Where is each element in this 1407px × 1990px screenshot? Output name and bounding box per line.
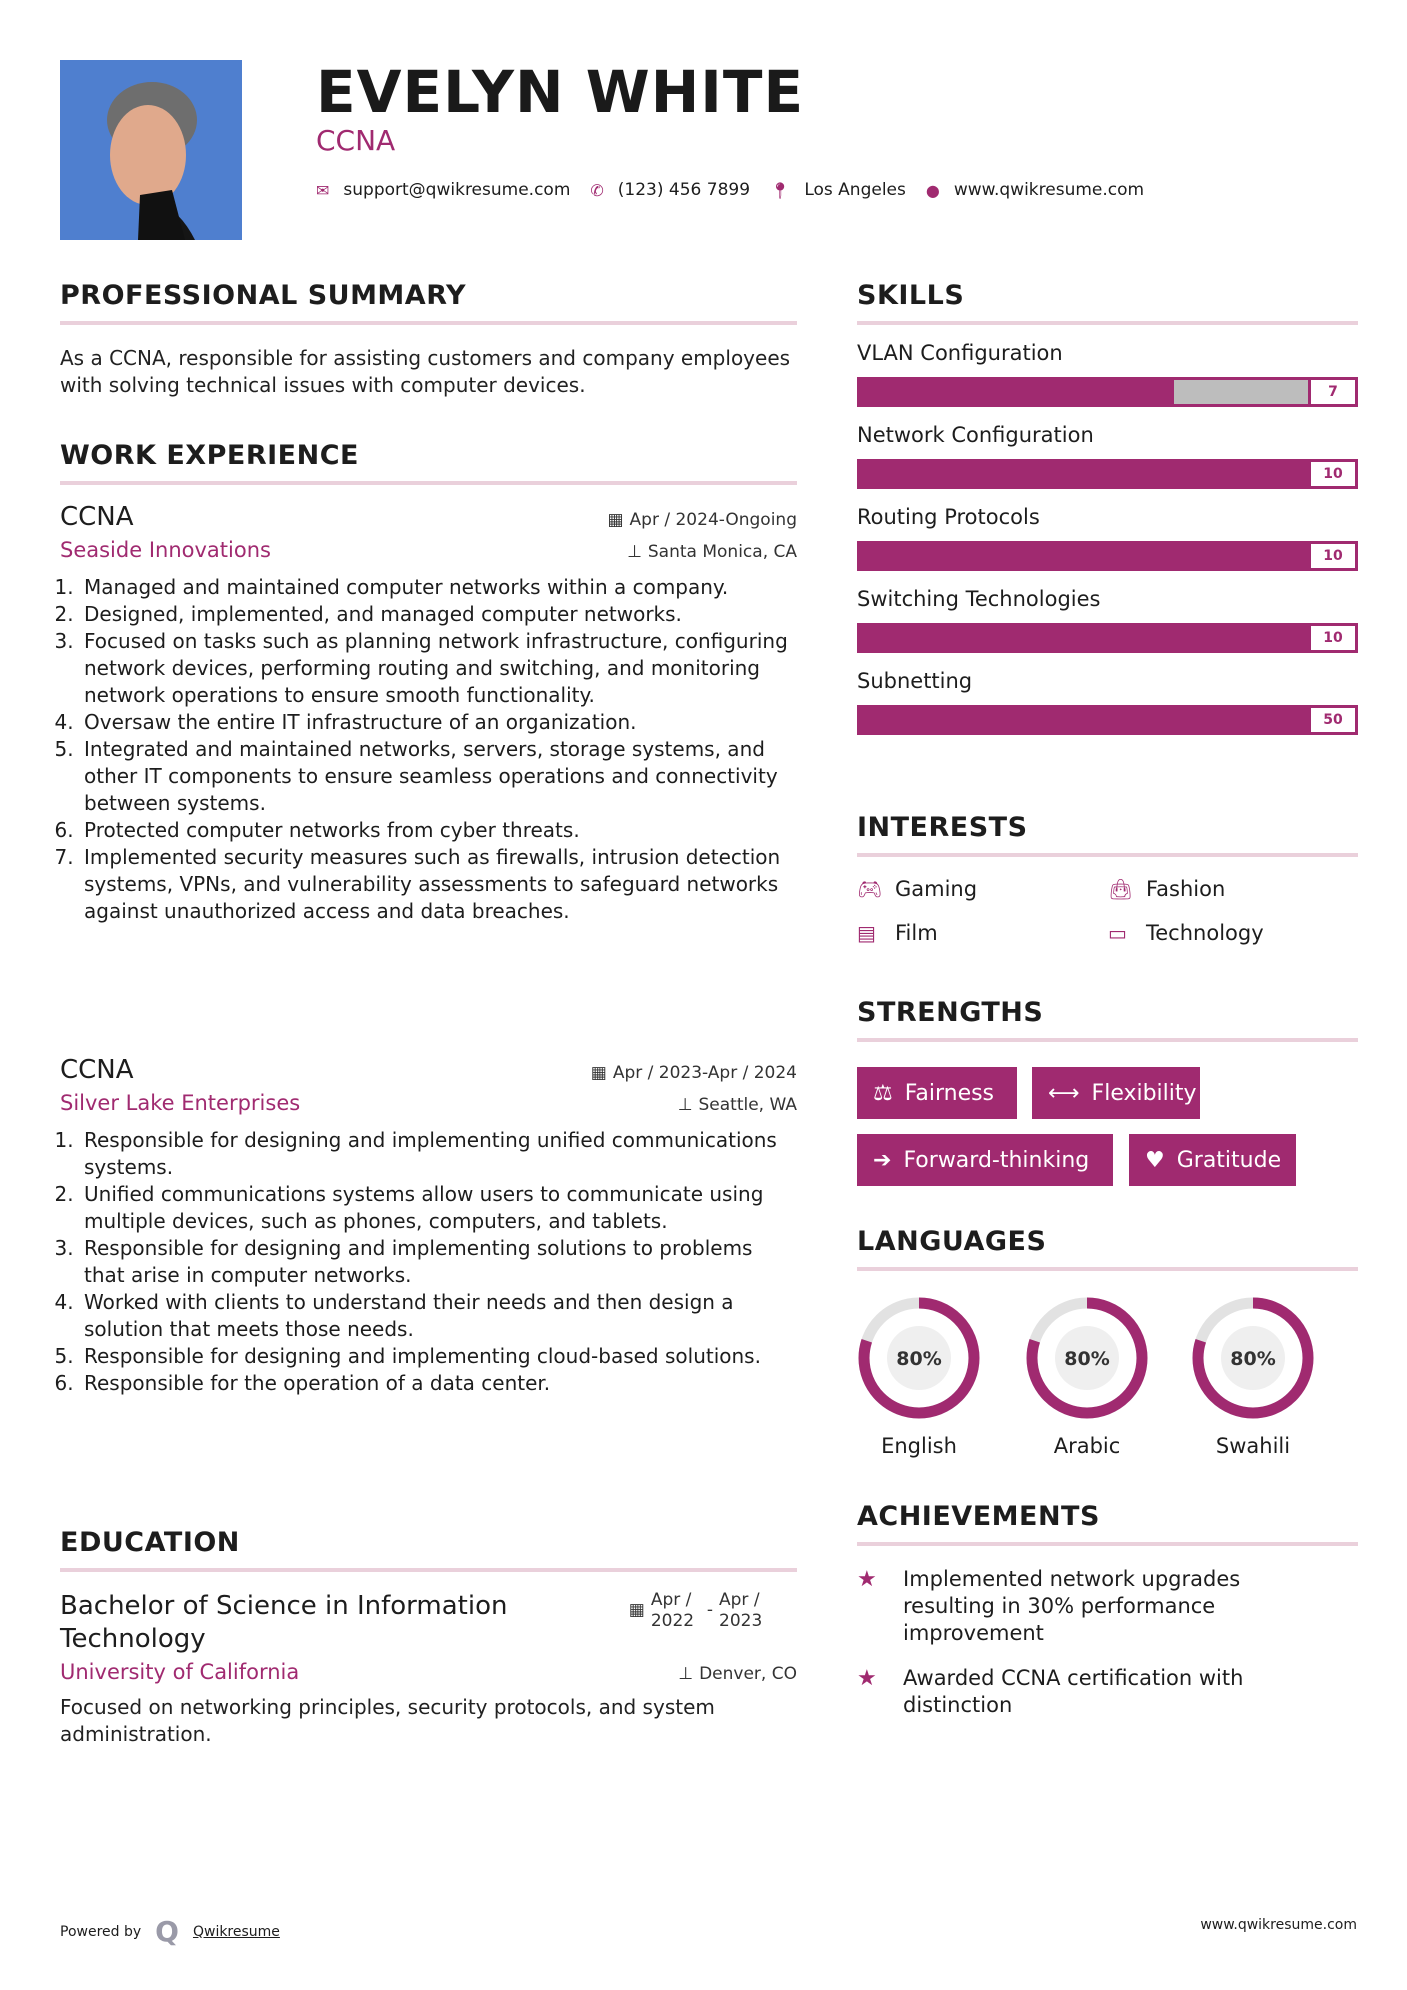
strength-label: Gratitude — [1176, 1147, 1282, 1173]
job-date: Apr / 2023-Apr / 2024 — [612, 1063, 797, 1083]
section-heading: EDUCATION — [60, 1527, 240, 1558]
skill-value: 7 — [1308, 377, 1358, 407]
footer-powered-by — [60, 1915, 280, 1948]
section-divider — [857, 853, 1358, 857]
skill-value: 10 — [1308, 459, 1358, 489]
language-percent: 80% — [1064, 1348, 1110, 1370]
skill-item — [857, 587, 1358, 653]
interest-gaming — [857, 877, 1108, 901]
gamepad-icon: 🎮︎ — [857, 877, 883, 901]
interest-film — [857, 921, 1108, 945]
star-icon: ★ — [857, 1666, 877, 1691]
skill-value: 10 — [1308, 541, 1358, 571]
achievement-text: Awarded CCNA certification with distinction — [903, 1666, 1244, 1717]
language-name: Arabic — [1053, 1434, 1121, 1458]
section-divider — [857, 1267, 1358, 1271]
language-name: English — [881, 1434, 957, 1458]
interest-fashion — [1108, 877, 1358, 901]
section-divider — [857, 321, 1358, 325]
portrait-image — [60, 60, 242, 240]
interests-section — [857, 812, 1358, 945]
skills-section — [857, 280, 1358, 751]
company-name: Seaside Innovations — [60, 538, 271, 562]
interest-label: Gaming — [895, 877, 978, 901]
calendar-icon: ▦ — [607, 510, 624, 530]
list-item: 4. Oversaw the entire IT infrastructure of an organization. — [80, 709, 797, 736]
strength-label: Forward-thinking — [903, 1147, 1090, 1173]
skill-bar-fill — [860, 544, 1308, 568]
language-donut — [1025, 1296, 1149, 1420]
education-end-date: Apr / 2023 — [719, 1590, 763, 1631]
list-item: 1. Managed and maintained computer networks within a company. — [80, 574, 797, 601]
list-item: 7. Implemented security measures such as firewalls, intrusion detection systems, VPNs, and vulnerability assessments to safeguard networks against unauthorized access and data breaches. — [80, 844, 797, 925]
achievement-item — [857, 1665, 1297, 1719]
list-item: 2. Designed, implemented, and managed computer networks. — [80, 601, 797, 628]
contact-website[interactable]: www.qwikresume.com — [953, 180, 1145, 200]
interest-label: Fashion — [1146, 877, 1226, 901]
company-name: Silver Lake Enterprises — [60, 1091, 301, 1115]
job-entry-title: CCNA — [60, 502, 134, 532]
skill-value: 10 — [1308, 623, 1358, 653]
skill-bar — [857, 541, 1358, 571]
envelope-icon: ✉ — [316, 180, 330, 200]
achievement-item — [857, 1566, 1297, 1647]
phone-icon: ✆ — [590, 180, 604, 200]
school-name: University of California — [60, 1660, 300, 1684]
skill-item — [857, 669, 1358, 735]
arrows-h-icon: ⟷ — [1048, 1080, 1080, 1106]
section-divider — [60, 321, 797, 325]
list-item: 6. Protected computer networks from cyber threats. — [80, 817, 797, 844]
shopping-bag-icon: 👜︎ — [1108, 877, 1134, 901]
skill-bar-fill — [860, 708, 1308, 732]
list-item: 6. Responsible for the operation of a data center. — [80, 1370, 797, 1397]
heart-icon: ♥ — [1145, 1147, 1165, 1173]
list-item: 2. Unified communications systems allow users to communicate using multiple devices, such as phones, computers, and tablets. — [80, 1181, 797, 1235]
skill-bar-fill — [860, 626, 1308, 650]
list-item: 3. Responsible for designing and implementing solutions to problems that arise in computer networks. — [80, 1235, 797, 1289]
skill-bar — [857, 377, 1358, 407]
interest-technology — [1108, 921, 1358, 945]
skill-item — [857, 505, 1358, 571]
language-percent: 80% — [896, 1348, 942, 1370]
interest-label: Film — [895, 921, 938, 945]
profile-photo — [60, 60, 242, 240]
list-item: 5. Integrated and maintained networks, servers, storage systems, and other IT components to ensure seamless operations and connectivity between systems. — [80, 736, 797, 817]
skill-bar — [857, 705, 1358, 735]
section-divider — [60, 1568, 797, 1572]
skill-value: 50 — [1308, 705, 1358, 735]
list-item: 1. Responsible for designing and implementing unified communications systems. — [80, 1127, 797, 1181]
footer-website[interactable]: www.qwikresume.com — [1200, 1917, 1357, 1933]
date-separator: - — [706, 1600, 713, 1620]
skill-label: Subnetting — [857, 669, 973, 693]
achievements-section — [857, 1501, 1358, 1719]
list-item: 4. Worked with clients to understand their needs and then design a solution that meets those needs. — [80, 1289, 797, 1343]
summary-text: As a CCNA, responsible for assisting customers and company employees with solving technical issues with computer devices. — [60, 346, 791, 397]
strength-badge — [1032, 1067, 1200, 1119]
strength-badge — [1129, 1134, 1296, 1186]
skill-bar — [857, 459, 1358, 489]
contact-email[interactable]: support@qwikresume.com — [343, 180, 571, 200]
section-heading: PROFESSIONAL SUMMARY — [60, 280, 467, 311]
qwikresume-link[interactable]: Qwikresume — [192, 1923, 280, 1940]
map-marker-icon: 📍︎ — [770, 180, 791, 200]
education-section — [60, 1527, 797, 1748]
job-date: Apr / 2024-Ongoing — [629, 510, 797, 530]
calendar-icon: ▦ — [628, 1600, 645, 1620]
film-icon: ▤ — [857, 921, 876, 945]
skill-bar-fill — [860, 462, 1308, 486]
strength-label: Flexibility — [1091, 1080, 1197, 1106]
skill-label: Network Configuration — [857, 423, 1094, 447]
education-location: Denver, CO — [699, 1664, 797, 1684]
strength-badge — [857, 1134, 1113, 1186]
job-entry-title: CCNA — [60, 1055, 134, 1085]
job-duties-list — [60, 1127, 797, 1397]
language-item — [1191, 1296, 1315, 1458]
language-item — [857, 1296, 981, 1458]
interest-label: Technology — [1146, 921, 1264, 945]
powered-by-label: Powered by — [60, 1923, 142, 1940]
arrow-right-icon: ➔ — [873, 1147, 892, 1173]
laptop-icon: ▭ — [1108, 921, 1127, 945]
degree-title: Bachelor of Science in Information Technology — [60, 1591, 508, 1654]
list-item: 5. Responsible for designing and implementing cloud-based solutions. — [80, 1343, 797, 1370]
language-donut — [857, 1296, 981, 1420]
candidate-name: EVELYN WHITE — [316, 58, 805, 126]
pushpin-icon: ⊥ — [678, 1664, 694, 1684]
language-name: Swahili — [1215, 1434, 1291, 1458]
job-title: CCNA — [316, 124, 396, 157]
job-duties-list — [60, 574, 797, 925]
skill-item — [857, 423, 1358, 489]
language-item — [1025, 1296, 1149, 1458]
summary-section — [60, 280, 797, 399]
section-heading: ACHIEVEMENTS — [857, 1501, 1100, 1532]
contact-location: Los Angeles — [804, 180, 906, 200]
job-location: Santa Monica, CA — [647, 542, 797, 562]
job-location: Seattle, WA — [698, 1095, 797, 1115]
strength-label: Fairness — [904, 1080, 995, 1106]
achievement-text: Implemented network upgrades resulting in 30% performance improvement — [903, 1567, 1241, 1645]
skill-item — [857, 341, 1358, 407]
skill-bar-fill — [860, 380, 1174, 404]
languages-section — [857, 1226, 1358, 1466]
work-experience-section — [60, 440, 797, 485]
skill-label: VLAN Configuration — [857, 341, 1063, 365]
globe-icon: ● — [925, 180, 940, 200]
language-percent: 80% — [1230, 1348, 1276, 1370]
pushpin-icon: ⊥ — [627, 542, 642, 562]
section-heading: LANGUAGES — [857, 1226, 1047, 1257]
job-entry — [60, 1055, 797, 1397]
education-description: Focused on networking principles, security protocols, and system administration. — [60, 1695, 715, 1746]
section-heading: INTERESTS — [857, 812, 1028, 843]
education-start-date: Apr / 2022 — [650, 1590, 695, 1631]
strength-badge — [857, 1067, 1017, 1119]
skill-label: Routing Protocols — [857, 505, 1040, 529]
scale-icon: ⚖ — [873, 1080, 893, 1106]
section-divider — [857, 1542, 1358, 1546]
contact-phone: (123) 456 7899 — [617, 180, 751, 200]
section-divider — [857, 1038, 1358, 1042]
language-donut — [1191, 1296, 1315, 1420]
star-icon: ★ — [857, 1567, 877, 1592]
section-heading: WORK EXPERIENCE — [60, 440, 359, 471]
skill-bar — [857, 623, 1358, 653]
section-heading: SKILLS — [857, 280, 965, 311]
job-entry — [60, 502, 797, 925]
strengths-section — [857, 997, 1358, 1197]
list-item: 3. Focused on tasks such as planning network infrastructure, configuring network devices, performing routing and switching, and monitoring network operations to ensure smooth functionality. — [80, 628, 797, 709]
section-heading: STRENGTHS — [857, 997, 1044, 1028]
qwikresume-logo-icon: Q — [155, 1915, 179, 1948]
contact-bar — [316, 180, 1164, 200]
pushpin-icon: ⊥ — [677, 1095, 693, 1115]
section-divider — [60, 481, 797, 485]
calendar-icon: ▦ — [590, 1063, 607, 1083]
skill-label: Switching Technologies — [857, 587, 1101, 611]
